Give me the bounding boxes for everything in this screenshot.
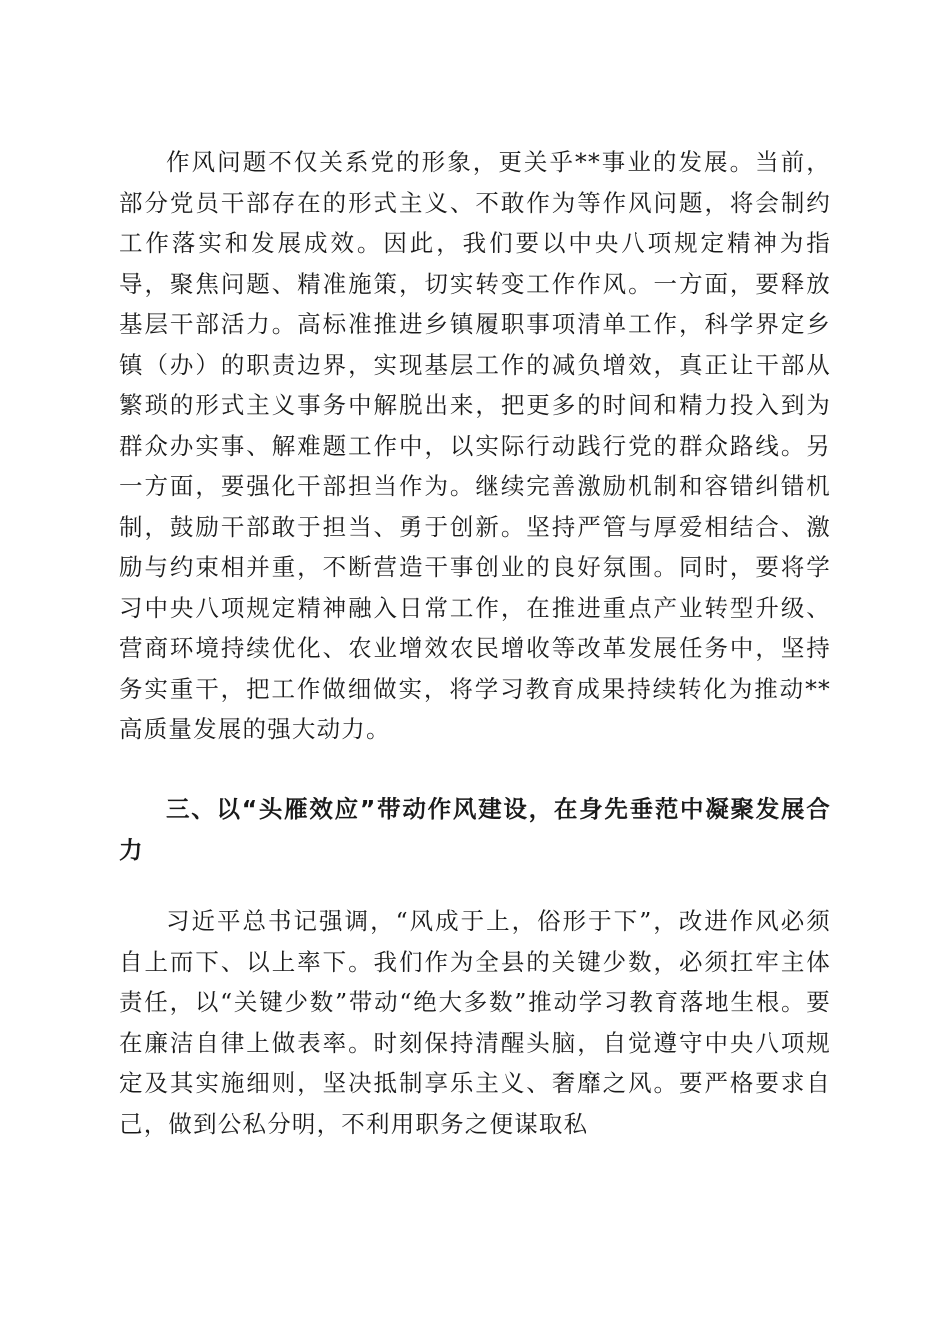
body-paragraph: 作风问题不仅关系党的形象，更关乎**事业的发展。当前，部分党员干部存在的形式主义、不敢作为等作风问题，将会制约工作落实和发展成效。因此，我们要以中央八项规定精神为指导，聚焦问题、精准施策，切实转变工作作风。一方面，要释放基层干部活力。高标准推进乡镇履职事项清单工作，科学界定乡镇（办）的职责边界，实现基层工作的减负增效，真正让干部从繁琐的形式主义事务中解脱出来，把更多的时间和精力投入到为群众办实事、解难题工作中，以实际行动践行党的群众路线。另一方面，要强化干部担当作为。继续完善激励机制和容错纠错机制，鼓励干部敢于担当、勇于创新。坚持严管与厚爱相结合、激励与约束相并重，不断营造干事创业的良好氛围。同时，要将学习中央八项规定精神融入日常工作，在推进重点产业转型升级、营商环境持续优化、农业增效农民增收等改革发展任务中，坚持务实重干，把工作做细做实，将学习教育成果持续转化为推动**高质量发展的强大动力。 bbox=[119, 148, 831, 743]
body-paragraph: 习近平总书记强调，“风成于上，俗形于下”，改进作风必须自上而下、以上率下。我们作为全县的关键少数，必须扛牢主体责任，以“关键少数”带动“绝大多数”推动学习教育落地生根。要在廉洁自律上做表率。时刻保持清醒头脑，自觉遵守中央八项规定及其实施细则，坚决抵制享乐主义、奢靡之风。要严格要求自己，做到公私分明，不利用职务之便谋取私 bbox=[119, 907, 831, 1138]
section-heading: 三、以“头雁效应”带动作风建设，在身先垂范中凝聚发展合力 bbox=[119, 795, 831, 864]
